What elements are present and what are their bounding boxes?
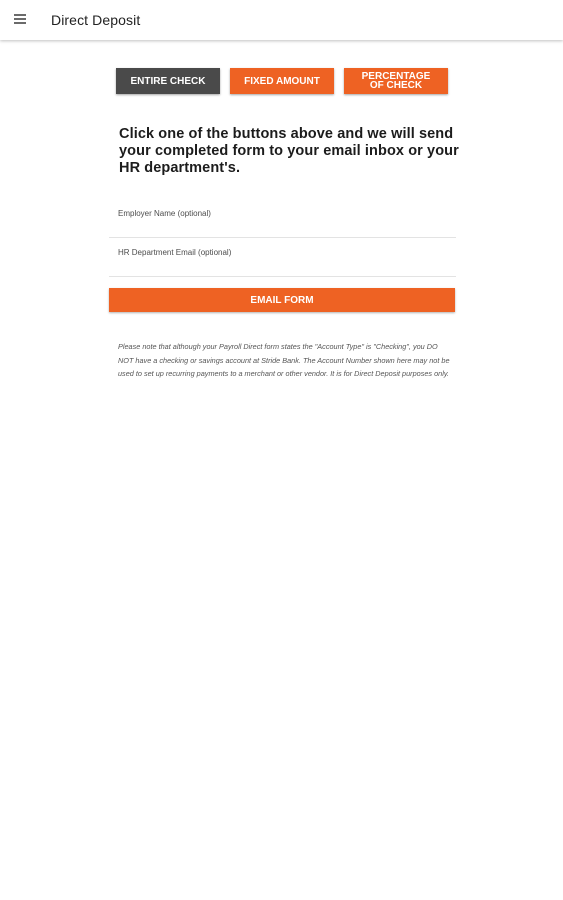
fixed-amount-label: FIXED AMOUNT [244,75,320,87]
instructions-text: Click one of the buttons above and we will send your completed form to your email inbox or your HR department's. [119,126,459,176]
entire-check-label: ENTIRE CHECK [130,75,206,87]
fixed-amount-button[interactable] [230,68,334,94]
employer-name-input[interactable] [118,209,448,218]
hamburger-menu-icon[interactable] [14,14,26,26]
disclaimer-text: Please note that although your Payroll Direct form states the "Account Type" is "Checking", you DO NOT have a checking or savings account at Stride Bank. The Account Number shown here may not be used to set up recurring payments to a merchant or other vendor. It is for Direct Deposit purposes only. [118,342,450,378]
employer-name-field [109,207,456,238]
hr-email-field [109,246,456,277]
percentage-of-check-button[interactable] [344,68,448,94]
percentage-of-check-label: PERCENTAGE OF CHECK [361,71,431,91]
page-title: Direct Deposit [51,12,141,28]
hr-email-input[interactable] [118,248,448,257]
email-form-button[interactable]: EMAIL FORM [109,288,455,312]
entire-check-button[interactable] [116,68,220,94]
app-bar [0,0,563,40]
